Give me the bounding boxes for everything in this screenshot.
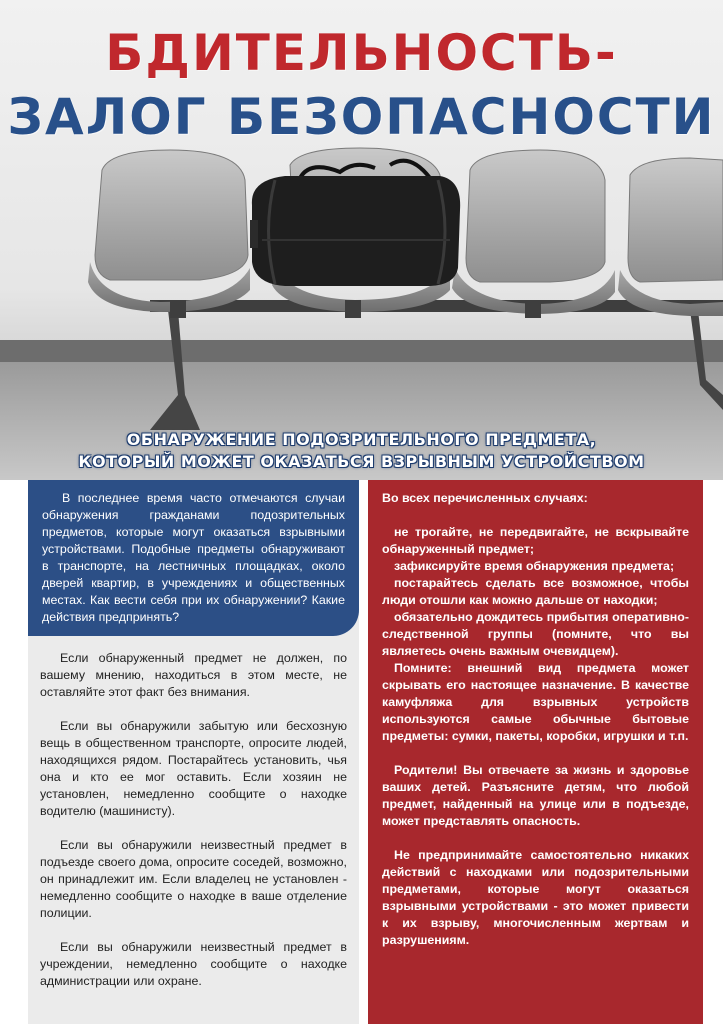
header-photo (0, 0, 723, 480)
rule-item: обязательно дождитесь прибытия оперативно-следственной группы (помните, что вы являетесь очень важным очевидцем). (382, 610, 689, 658)
bag-icon (250, 161, 460, 286)
left-paragraph: Если вы обнаружили забытую или бесхозную вещь в общественном транспорте, опросите людей, находящихся рядом. Постарайтесь установить, чья она и кто ее мог оставить. Если хозяин не установлен, немедленно сообщите о находке водителю (машинисту). (40, 719, 347, 818)
left-paragraph: Если вы обнаружили неизвестный предмет в подъезде своего дома, опросите соседей, возможно, он принадлежит им. Если владелец не установлен - немедленно сообщите о находке в ваше отделение полиции. (40, 838, 347, 920)
warning-note: Не предпринимайте самостоятельно никаких действий с находками или подозрительными предметами, которые могут оказаться взрывными устройствами - это может привести к их взрыву, многочисленным жертвам и разрушениям. (382, 848, 689, 947)
right-heading: Во всех перечисленных случаях: (382, 491, 588, 505)
intro-text: В последнее время часто отмечаются случаи обнаружения гражданами подозрительных предметов, которые могут оказаться взрывными устройствами. Подобные предметы обнаруживают в транспорте, на лестничных площадках, около дверей квартир, в учреждениях и общественных местах. Как вести себя при их обнаружении? Какие действия предпринять? (42, 491, 345, 624)
rule-item: не трогайте, не передвигайте, не вскрывайте обнаруженный предмет; (382, 525, 689, 556)
intro-box (28, 480, 359, 636)
right-column (368, 480, 703, 1024)
rule-item: постарайтесь сделать все возможное, чтобы люди отошли как можно дальше от находки; (382, 576, 689, 607)
subtitle-line-2: КОТОРЫЙ МОЖЕТ ОКАЗАТЬСЯ ВЗРЫВНЫМ УСТРОЙСТВОМ (78, 452, 645, 471)
camouflage-note: Помните: внешний вид предмета может скрывать его настоящее назначение. В качестве камуфляжа для взрывных устройств используются самые обычные бытовые предметы: сумки, пакеты, коробки, игрушки и т.п. (382, 661, 689, 743)
subtitle-line-1: ОБНАРУЖЕНИЕ ПОДОЗРИТЕЛЬНОГО ПРЕДМЕТА, (126, 430, 597, 449)
left-paragraph: Если обнаруженный предмет не должен, по вашему мнению, находиться в этом месте, не оставляйте этот факт без внимания. (40, 651, 347, 699)
left-column (28, 480, 359, 1024)
left-paragraphs (28, 636, 359, 990)
title-line-2: ЗАЛОГ БЕЗОПАСНОСТИ (7, 88, 716, 146)
rule-item: зафиксируйте время обнаружения предмета; (394, 559, 675, 573)
title-line-1: БДИТЕЛЬНОСТЬ- (105, 24, 618, 82)
parents-note: Родители! Вы отвечаете за жизнь и здоровье ваших детей. Разъясните детям, что любой предмет, найденный на улице или в подъезде, может представлять опасность. (382, 763, 689, 828)
left-paragraph: Если вы обнаружили неизвестный предмет в учреждении, немедленно сообщите о находке администрации или охране. (40, 940, 347, 988)
